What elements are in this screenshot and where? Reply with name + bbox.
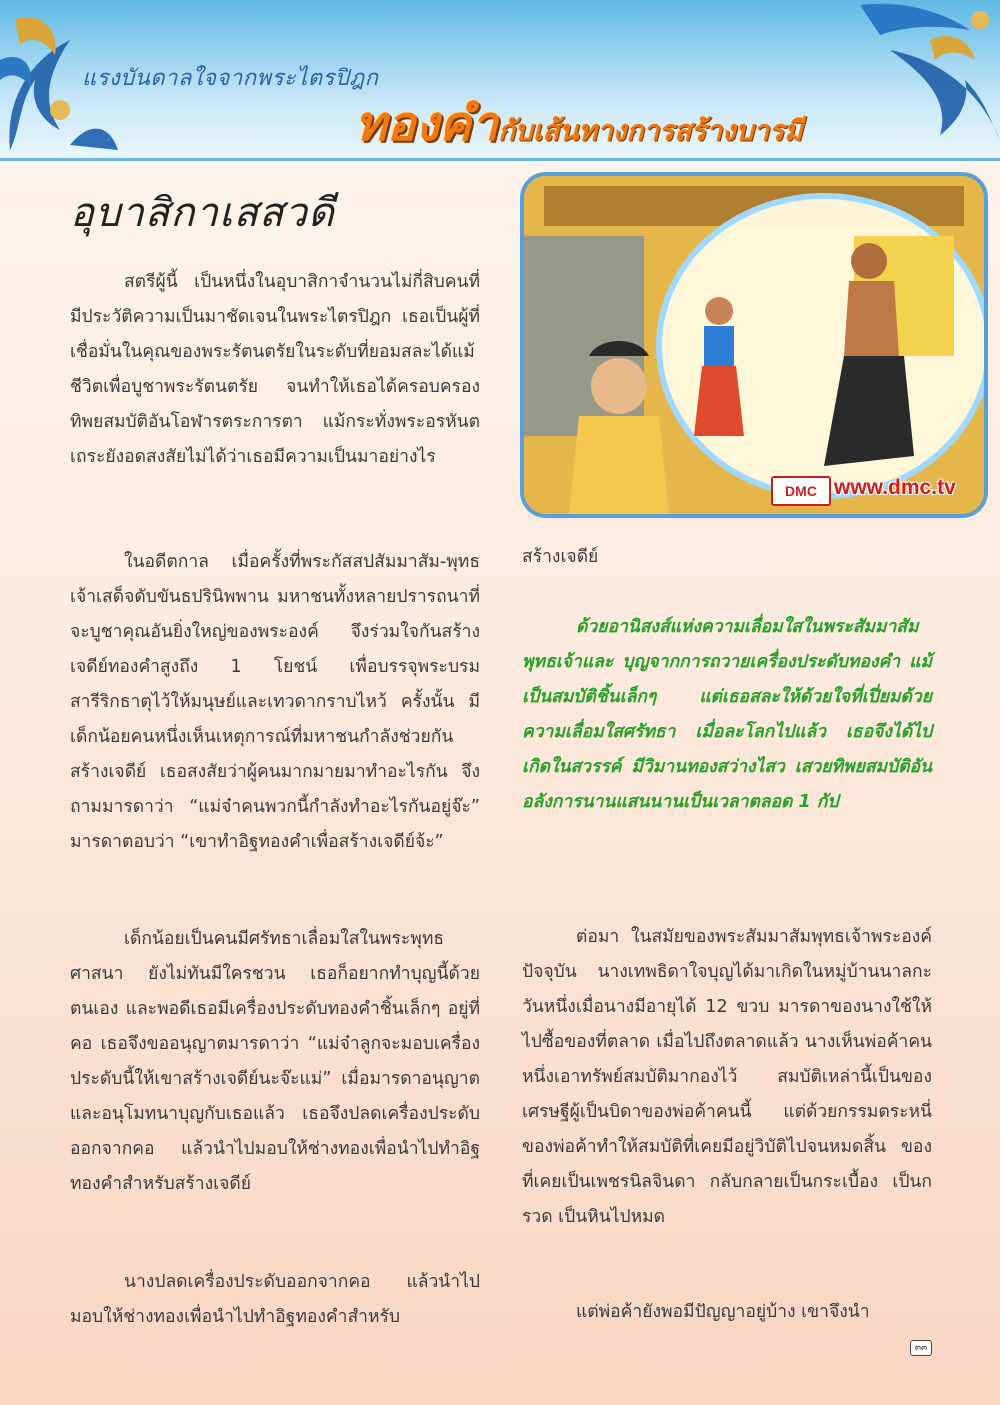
left-column xyxy=(70,1265,480,1335)
left-column xyxy=(70,922,480,1202)
title-main: ทองคำ xyxy=(355,96,498,152)
dmc-logo: DMC xyxy=(771,476,831,506)
paragraph: นางปลดเครื่องประดับออกจากคอ แล้วนำไปมอบให้ช่างทองเพื่อนำไปทำอิฐทองคำสำหรับ xyxy=(70,1272,480,1327)
title-sub: กับเส้นทางการสร้างบารมี xyxy=(497,114,803,147)
page-number: ๓๓ xyxy=(910,1340,932,1356)
right-column xyxy=(522,1295,932,1330)
left-column xyxy=(70,265,480,475)
illustration-scene-icon xyxy=(524,176,984,514)
page-header xyxy=(0,0,1000,161)
paragraph: ในอดีตกาล เมื่อครั้งที่พระกัสสปสัมมาสัม-พุทธเจ้าเสด็จดับขันธปรินิพพาน มหาชนทั้งหลายปรารถนาที่จะบูชาคุณอันยิ่งใหญ่ของพระองค์ จึงร่วมใจกันสร้างเจดีย์ทองคำสูงถึง 1 โยชน์ เพื่อบรรจุพระบรมสารีริกธาตุไว้ให้มนุษย์และเทวดากราบไหว้ ครั้งนั้น มีเด็กน้อยคนหนึ่งเห็นเหตุการณ์ที่มหาชนกำลังช่วยกันสร้างเจดีย์ เธอสงสัยว่าผู้คนมากมายมาทำอะไรกัน จึงถามมารดาว่า “แม่จ๋าคนพวกนี้กำลังทำอะไรกันอยู่จ๊ะ” มารดาตอบว่า “เขาทำอิฐทองคำเพื่อสร้างเจดีย์จ้ะ” xyxy=(70,552,480,852)
paragraph: สตรีผู้นี้ เป็นหนึ่งในอุบาสิกาจำนวนไม่กี่สิบคนที่มีประวัติความเป็นมาชัดเจนในพระไตรปิฎก เธอเป็นผู้ที่เชื่อมั่นในคุณของพระรัตนตรัยในระดับที่ยอมสละได้แม้ชีวิตเพื่อบูชาพระรัตนตรัย จนทำให้เธอได้ครอบครองทิพยสมบัติอันโอฬารตระการตา แม้กระทั่งพระอรหันตเถระยังอดสงสัยไม่ได้ว่าเธอมีความเป็นมาอย่างไร xyxy=(70,272,480,467)
header-kicker: แรงบันดาลใจจากพระไตรปิฎก xyxy=(82,66,379,91)
header-title xyxy=(355,86,803,161)
paragraph: แต่พ่อค้ายังพอมีปัญญาอยู่บ้าง เขาจึงนำ xyxy=(576,1302,870,1322)
right-column xyxy=(522,540,932,575)
left-column xyxy=(70,545,480,860)
highlight-quote: ด้วยอานิสงส์แห่งความเลื่อมใสในพระสัมมาสัมพุทธเจ้าและ บุญจากการถวายเครื่องประดับทองคำ แม้เป็นสมบัติชิ้นเล็กๆ แต่เธอสละให้ด้วยใจที่เปี่ยมด้วยความเลื่อมใสศรัทธา เมื่อละโลกไปแล้ว เธอจึงได้ไปเกิดในสวรรค์ มีวิมานทองสว่างไสว เสวยทิพยสมบัติอันอลังการนานแสนนานเป็นเวลาตลอด 1 กัป xyxy=(522,617,932,812)
article-title: อุบาสิกาเสสวดี xyxy=(70,190,335,236)
dmc-url: www.dmc.tv xyxy=(834,476,956,499)
paragraph: เด็กน้อยเป็นคนมีศรัทธาเลื่อมใสในพระพุทธศาสนา ยังไม่ทันมีใครชวน เธอก็อยากทำบุญนี้ด้วยตนเอง และพอดีเธอมีเครื่องประดับทองคำชิ้นเล็กๆ อยู่ที่คอ เธอจึงขออนุญาตมารดาว่า “แม่จ๋าลูกจะมอบเครื่องประดับนี้ให้เขาสร้างเจดีย์นะจ๊ะแม่” เมื่อมารดาอนุญาตและอนุโมทนาบุญกับเธอแล้ว เธอจึงปลดเครื่องประดับออกจากคอ แล้วนำไปมอบให้ช่างทองเพื่อนำไปทำอิฐทองคำสำหรับสร้างเจดีย์ xyxy=(70,929,480,1194)
highlight-quote-block xyxy=(522,610,932,820)
right-column xyxy=(522,920,932,1235)
right-ornament-icon xyxy=(830,0,1000,158)
illustration xyxy=(520,172,988,518)
paragraph: ต่อมา ในสมัยของพระสัมมาสัมพุทธเจ้าพระองค์ปัจจุบัน นางเทพธิดาใจบุญได้มาเกิดในหมู่บ้านนาลกะ วันหนึ่งเมื่อนางมีอายุได้ 12 ขวบ มารดาของนางใช้ให้ไปซื้อของที่ตลาด เมื่อไปถึงตลาดแล้ว นางเห็นพ่อค้าคนหนึ่งเอาทรัพย์สมบัติมากองไว้ สมบัติเหล่านี้เป็นของเศรษฐีผู้เป็นบิดาของพ่อค้าคนนี้ แต่ด้วยกรรมตระหนี่ของพ่อค้าทำให้สมบัติที่เคยมีอยู่วิบัติไปจนหมดสิ้น ของที่เคยเป็นเพชรนิลจินดา กลับกลายเป็นกระเบื้อง เป็นกรวด เป็นหินไปหมด xyxy=(522,927,932,1227)
paragraph-continuation: สร้างเจดีย์ xyxy=(522,547,599,567)
